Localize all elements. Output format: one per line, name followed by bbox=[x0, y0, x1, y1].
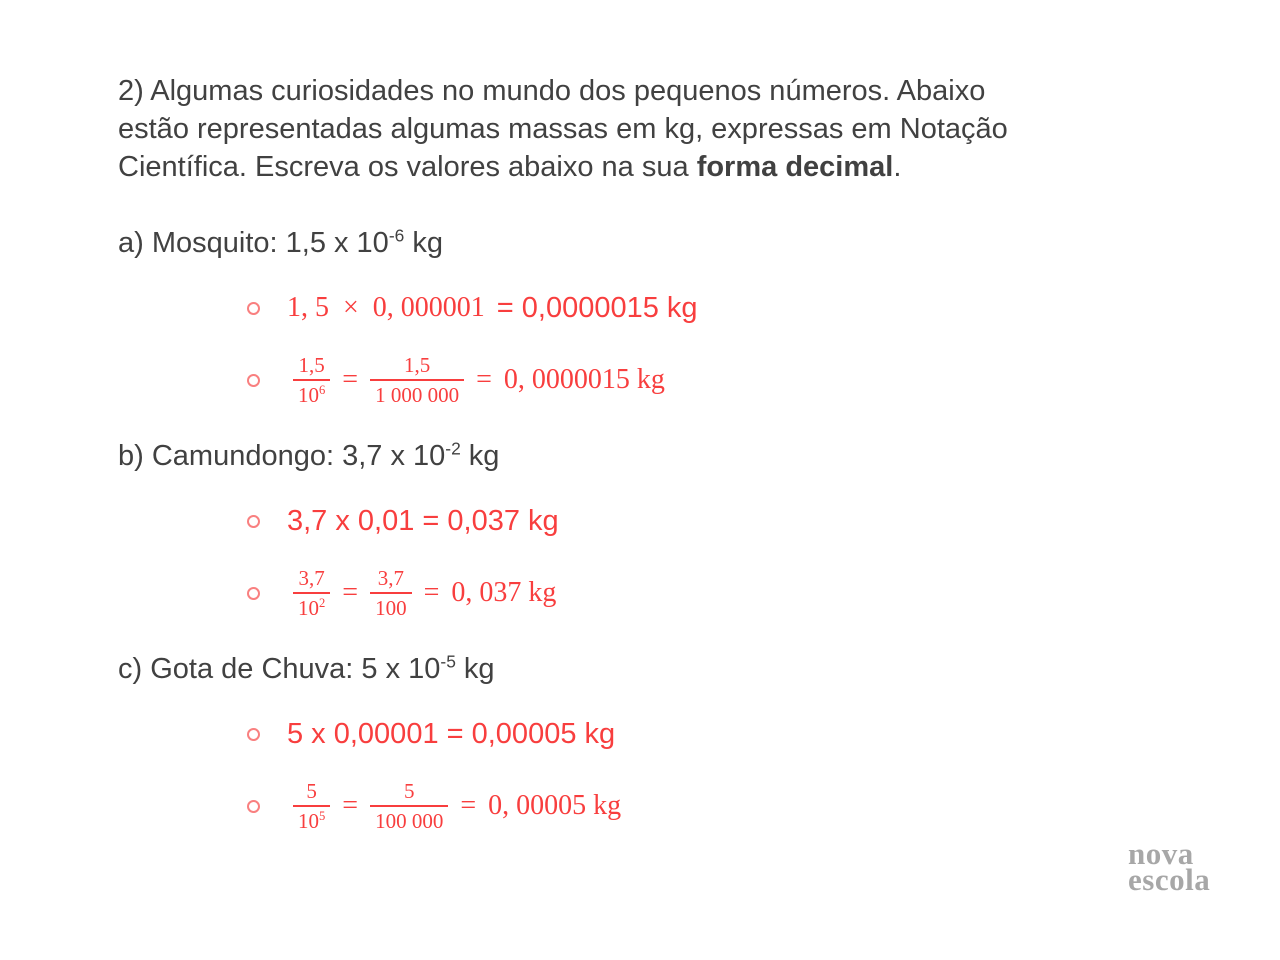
denominator-exponent: 6 bbox=[319, 383, 326, 397]
exercise-statement bbox=[118, 72, 1168, 186]
bullet-circle-icon bbox=[247, 800, 260, 813]
denominator-base: 10 bbox=[298, 383, 319, 407]
item-b-label: b) Camundongo: 3,7 x 10 bbox=[118, 440, 446, 472]
item-a-step-result: = 0,0000015 kg bbox=[496, 292, 698, 324]
item-c-label: c) Gota de Chuva: 5 x 10 bbox=[118, 653, 441, 685]
denominator: 100 bbox=[375, 596, 407, 620]
denominator bbox=[293, 594, 330, 621]
item-b-step-multiplication bbox=[247, 502, 1280, 540]
numerator: 5 bbox=[293, 778, 330, 807]
item-c-step-multiplication bbox=[247, 715, 1280, 753]
item-b-fraction-result: 0, 037 kg bbox=[451, 577, 557, 608]
item-a-fraction-result: 0, 0000015 kg bbox=[503, 364, 665, 395]
statement-line-3-period: . bbox=[893, 151, 902, 183]
denominator bbox=[293, 807, 330, 834]
statement-line-3: Científica. Escreva os valores abaixo na sua bbox=[118, 151, 697, 183]
equals-sign: = bbox=[342, 790, 359, 821]
nova-escola-logo bbox=[1128, 836, 1211, 897]
denominator bbox=[293, 381, 330, 408]
numerator: 3,7 bbox=[370, 565, 412, 594]
equals-sign: = bbox=[342, 364, 359, 395]
statement-line-2: estão representadas algumas massas em kg, expressas em Notação bbox=[118, 113, 1008, 145]
item-a-step-math: 1, 5 × 0, 000001 bbox=[287, 292, 485, 323]
item-b-fraction-expanded bbox=[370, 565, 412, 621]
bullet-circle-icon bbox=[247, 515, 260, 528]
equals-sign: = bbox=[476, 364, 492, 395]
item-c-fraction-result: 0, 00005 kg bbox=[488, 790, 622, 821]
item-b-unit: kg bbox=[460, 440, 500, 472]
item-c-step-result: 5 x 0,00001 = 0,00005 kg bbox=[287, 718, 616, 750]
logo-line-2: escola bbox=[1128, 862, 1211, 897]
statement-bold-phrase: forma decimal bbox=[696, 151, 894, 183]
denominator-base: 10 bbox=[298, 596, 319, 620]
bullet-circle-icon bbox=[247, 302, 260, 315]
bullet-circle-icon bbox=[247, 728, 260, 741]
item-b-exponent: -2 bbox=[445, 438, 461, 459]
item-a-fraction-expanded bbox=[370, 352, 464, 408]
statement-line-1: 2) Algumas curiosidades no mundo dos pequenos números. Abaixo bbox=[118, 75, 986, 107]
item-a-fraction-power bbox=[293, 352, 330, 408]
item-a-exponent: -6 bbox=[388, 225, 405, 246]
bullet-circle-icon bbox=[247, 374, 260, 387]
item-c-fraction-power bbox=[293, 778, 330, 834]
bullet-circle-icon bbox=[247, 587, 260, 600]
item-a-title bbox=[118, 224, 1280, 262]
denominator: 100 000 bbox=[375, 809, 444, 833]
equals-sign: = bbox=[342, 577, 359, 608]
denominator-base: 10 bbox=[298, 809, 319, 833]
denominator-exponent: 5 bbox=[319, 809, 326, 823]
item-a-step-multiplication bbox=[247, 289, 1280, 327]
item-c-step-fraction bbox=[247, 775, 1280, 837]
item-c-fraction-expanded bbox=[370, 778, 448, 834]
denominator: 1 000 000 bbox=[375, 383, 460, 407]
item-b-step-result: 3,7 x 0,01 = 0,037 kg bbox=[287, 505, 559, 537]
item-a-unit: kg bbox=[404, 227, 443, 259]
item-b-fraction-power bbox=[293, 565, 330, 621]
numerator: 3,7 bbox=[293, 565, 330, 594]
item-c-title bbox=[118, 650, 1280, 688]
denominator-exponent: 2 bbox=[319, 596, 326, 610]
item-c-unit: kg bbox=[455, 653, 495, 685]
item-b-title bbox=[118, 437, 1280, 475]
numerator: 5 bbox=[370, 778, 448, 807]
item-b-step-fraction bbox=[247, 562, 1280, 624]
equals-sign: = bbox=[423, 577, 440, 608]
numerator: 1,5 bbox=[370, 352, 464, 381]
equals-sign: = bbox=[460, 790, 477, 821]
logo-line-1: nova bbox=[1128, 836, 1194, 871]
item-c-exponent: -5 bbox=[440, 651, 456, 672]
item-a-step-fraction bbox=[247, 349, 1280, 411]
numerator: 1,5 bbox=[293, 352, 330, 381]
item-a-label: a) Mosquito: 1,5 x 10 bbox=[118, 227, 389, 259]
